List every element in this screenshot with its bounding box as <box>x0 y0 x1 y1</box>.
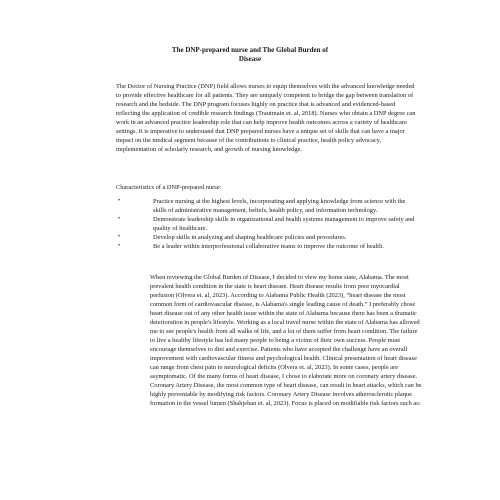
list-item: • Develop skills in analyzing and shaping healthcare policies and procedures. <box>118 233 418 242</box>
list-item: • Be a leader within interprofessional collaborative teams to improve the outcome of health. <box>118 242 418 251</box>
page-title <box>150 46 350 64</box>
gbd-paragraph: When reviewing the Global Burden of Disease, I decided to view my home state, Alabama. The most prevalent health condition in the state is heart disease. Heart disease results from poor myocardial perfusion (Olvera et. al, 2023). According to Alabama Public Health (2023), “heart disease the most common form of cardiovascular disease, is Alabama's single leading cause of death.” I preferably chose heart disease out of any other health issue within the state of Alabama because there has been a dramatic deterioration in people's lifestyle. Working as a local travel nurse within the state of Alabama has allowed me to see people's health from all walks of life, and a lot of them suffer from heart condition. The failure to live a healthy lifestyle has led many people to being a victim of their own success. People must encourage themselves to diet and exercise. Patients who have accepted the challenge have an overall improvement with cardiovascular fitness and psychological health. Clinical presentation of heart disease can range from chest pain to neurological deficits (Olvera et. al, 2023). In some cases, people are asymptomatic. Of the many forms of heart disease, I chose to elaborate more on coronary artery disease. Coronary Artery Disease, the most common type of heart disease, can result in heart attacks, which can be highly preventable by modifying risk factors. Coronary Artery Disease involves atherosclerotic plaque formation in the vessel lumen (Shahjehan et. al, 2023). Focus is placed on modifiable risk factors such as: <box>150 274 422 407</box>
list-item: • Demonstrate leadership skills in organizational and health systems management to improve safety and quality of healthcare. <box>118 215 418 233</box>
title-line-2: Disease <box>238 55 262 63</box>
gbd-section <box>150 273 422 408</box>
characteristics-heading: Characteristics of a DNP-prepared nurse: <box>116 184 222 191</box>
characteristics-list <box>118 197 418 251</box>
intro-paragraph: The Doctor of Nursing Practice (DNP) field allows nurses to equip themselves with the advanced knowledge needed to provide effective healthcare for all patients. They are uniquely competent to bridge the gap between translation of research and the bedside. The DNP program focuses highly on practice that is advanced and evidenced-based reflecting the application of credible research findings (Trautmain et. al, 2018). Nurses who obtain a DNP degree can work in an advanced practice leadership role that can help improve health outcomes across a variety of healthcare settings. It is imperative to understand that DNP prepared nurses have a unique set of skills that can have a major impact on the medical segment because of the contributions to clinical practice, health policy advocacy, implementation of scholarly research, and growth of nursing knowledge. <box>116 83 416 153</box>
title-line-1: The DNP-prepared nurse and The Global Burden of <box>171 46 329 54</box>
list-item: • Practice nursing at the highest levels, incorporating and applying knowledge from science with the skills of administrative management, beliefs, health policy, and information technology. <box>118 197 418 215</box>
intro-section <box>116 82 416 154</box>
